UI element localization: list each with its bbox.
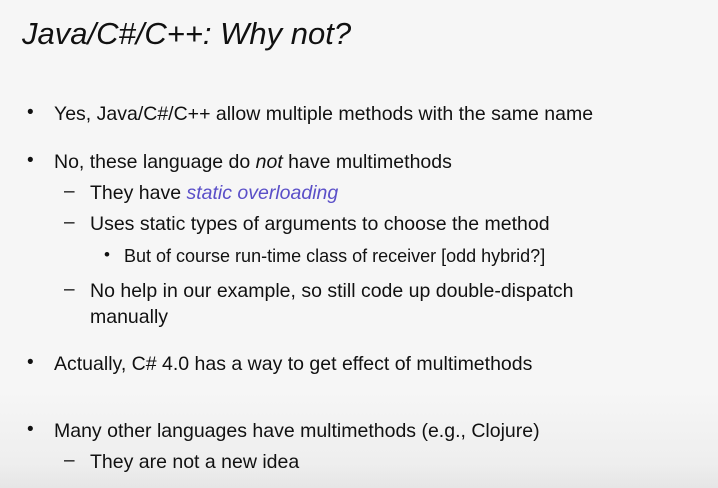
sub-bullet-2-3-line-1: No help in our example, so still code up double-dispatch — [90, 280, 574, 302]
bullet-2-text-end: have multimethods — [282, 151, 452, 173]
bullet-3: Actually, C# 4.0 has a way to get effect of multimethods — [54, 353, 533, 375]
sub-bullet-4-1: They are not a new idea — [90, 451, 300, 473]
sub-bullet-2-1-accent: static overloading — [186, 182, 339, 204]
dash-marker: – — [64, 450, 75, 471]
bullet-marker: • — [27, 419, 34, 440]
slide-title: Java/C#/C++: Why not? — [22, 16, 352, 51]
dash-marker: – — [64, 212, 75, 233]
bullet-2-emphasis: not — [255, 151, 283, 173]
bullet-2-text: No, these language do — [54, 151, 256, 173]
sub-bullet-2-3-line-2: manually — [90, 306, 169, 328]
sub-sub-bullet-2-2-1: But of course run-time class of receiver [odd hybrid?] — [124, 246, 546, 266]
bullet-marker: • — [27, 150, 34, 171]
dash-marker: – — [64, 181, 75, 202]
sub-bullet-2-1 — [90, 181, 338, 205]
bullet-marker: • — [27, 352, 34, 373]
sub-bullet-2-2: Uses static types of arguments to choose the method — [90, 213, 550, 235]
bullet-marker: • — [104, 245, 110, 264]
dash-marker: – — [64, 279, 75, 300]
bullet-4: Many other languages have multimethods (e.g., Clojure) — [54, 420, 540, 442]
bullet-marker: • — [27, 102, 34, 123]
bullet-2 — [54, 150, 452, 174]
sub-bullet-2-1-text: They have — [90, 182, 187, 204]
bullet-1: Yes, Java/C#/C++ allow multiple methods with the same name — [54, 103, 594, 125]
